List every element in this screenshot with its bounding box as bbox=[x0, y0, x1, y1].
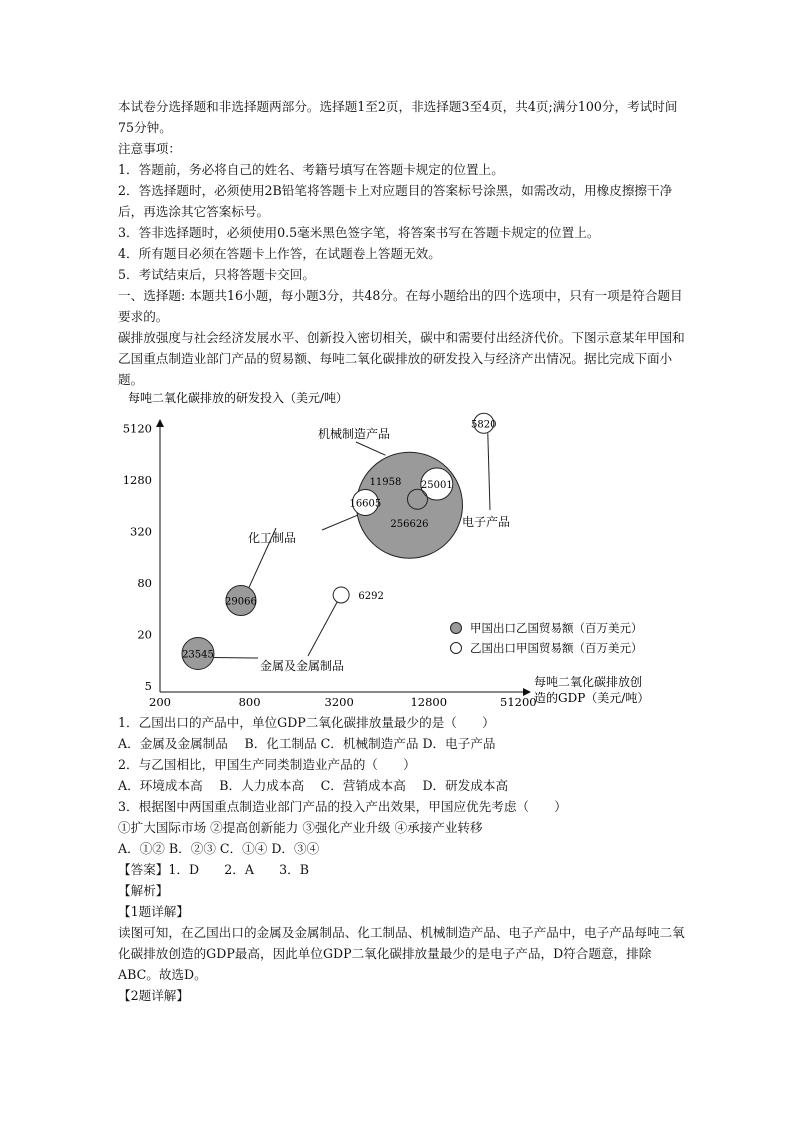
y-axis-label: 每吨二氧化碳排放的研发投入（美元/吨） bbox=[128, 391, 349, 405]
leader-line bbox=[356, 442, 385, 455]
bubble-value-label: 6292 bbox=[358, 590, 384, 602]
leader-line bbox=[308, 602, 337, 656]
y-tick-label: 1280 bbox=[122, 473, 152, 488]
x-tick-label: 200 bbox=[149, 695, 171, 709]
annotation-label: 金属及金属制品 bbox=[260, 659, 345, 673]
leader-lines bbox=[213, 433, 490, 658]
y-tick-label: 320 bbox=[130, 524, 152, 539]
x-tick-label: 3200 bbox=[324, 695, 354, 709]
bubble-value-label: 23545 bbox=[182, 649, 214, 661]
question-1-options: A．金属及金属制品 B．化工制品 C．机械制造产品 D．电子产品 bbox=[118, 736, 496, 751]
bubble-chart bbox=[118, 390, 688, 712]
annotation-label: 机械制造产品 bbox=[318, 427, 391, 441]
y-tick-label: 80 bbox=[137, 576, 152, 591]
x-tick-label: 12800 bbox=[410, 695, 448, 709]
note-item: 3．答非选择题时，必须使用0.5毫米黑色签字笔，将答案书写在答题卡规定的位置上。 bbox=[118, 225, 600, 240]
note-item: 2．答选择题时，必须使用2B铅笔将答题卡上对应题目的答案标号涂黑，如需改动，用橡皮擦擦干净后，再选涂其它答案标号。 bbox=[118, 183, 673, 219]
q1-explanation: 读图可知，在乙国出口的金属及金属制品、化工制品、机械制造产品、电子产品中，电子产品每吨二氧化碳排放创造的GDP最高，因此单位GDP二氧化碳排放量最少的是电子产品，D符合题意，排除ABC。故选D。 bbox=[118, 925, 685, 982]
bubble-value-label: 25001 bbox=[420, 480, 453, 492]
exam-page bbox=[118, 96, 688, 1006]
question-3-options: A．①② B．②③ C．①④ D．③④ bbox=[118, 841, 320, 856]
question-3-stem: 3．根据图中两国重点制造业部门产品的投入产出效果，甲国应优先考虑（ ） bbox=[118, 799, 567, 814]
question-3-sub: ①扩大国际市场 ②提高创新能力 ③强化产业升级 ④承接产业转移 bbox=[118, 820, 483, 835]
notes-title: 注意事项： bbox=[118, 141, 181, 156]
chart-svg bbox=[118, 390, 688, 712]
annotation-label: 电子产品 bbox=[462, 515, 511, 529]
material-text: 碳排放强度与社会经济发展水平、创新投入密切相关，碳中和需要付出经济代价。下图示意某年甲国和乙国重点制造业部门产品的贸易额、每吨二氧化碳排放的研发投入与经济产出情况。据比完成下面小题。 bbox=[118, 330, 685, 387]
x-axis-label: 每吨二氧化碳排放创 bbox=[534, 675, 643, 689]
question-1-stem: 1．乙国出口的产品中，单位GDP二氧化碳排放量最少的是（ ） bbox=[118, 715, 495, 730]
y-tick-label: 5120 bbox=[122, 421, 152, 436]
legend-marker bbox=[451, 623, 462, 634]
leader-line bbox=[322, 514, 359, 530]
bubble-value-label: 29066 bbox=[225, 596, 257, 608]
note-item: 1．答题前，务必将自己的姓名、考籍号填写在答题卡规定的位置上。 bbox=[118, 162, 504, 177]
y-tick-label: 20 bbox=[137, 627, 152, 642]
q2-heading: 【2题详解】 bbox=[118, 988, 189, 1003]
x-tick-label: 800 bbox=[238, 695, 261, 709]
bubble-value-label: 16605 bbox=[349, 498, 382, 510]
question-2-stem: 2．与乙国相比，甲国生产同类制造业产品的（ ） bbox=[118, 757, 416, 772]
x-tick-label: 51200 bbox=[500, 695, 537, 709]
y-tick-label: 5 bbox=[144, 679, 152, 693]
bubble-value-label: 11958 bbox=[369, 477, 402, 489]
bubble-value-label: 256626 bbox=[390, 519, 429, 531]
q1-heading: 【1题详解】 bbox=[118, 904, 189, 919]
bubble-value-label: 5820 bbox=[471, 419, 497, 431]
leader-line bbox=[213, 657, 258, 658]
intro-text: 本试卷分选择题和非选择题两部分。选择题1至2页，非选择题3至4页，共4页;满分100分，考试时间75分钟。 bbox=[118, 99, 678, 135]
legend-label: 甲国出口乙国贸易额（百万美元） bbox=[470, 621, 643, 635]
note-item: 5．考试结束后，只将答题卡交回。 bbox=[118, 267, 315, 282]
legend-marker bbox=[451, 643, 462, 654]
answer-line: 【答案】1．D 2．A 3．B bbox=[118, 862, 310, 877]
leader-line bbox=[488, 433, 490, 510]
section-heading: 一、选择题: 本题共16小题，每小题3分，共48分。在每小题给出的四个选项中，只有一项是符合题目要求的。 bbox=[118, 288, 683, 324]
x-axis-label: 造的GDP（美元/吨） bbox=[534, 691, 650, 705]
bubble bbox=[333, 587, 349, 603]
legend-label: 乙国出口甲国贸易额（百万美元） bbox=[470, 641, 643, 655]
note-item: 4．所有题目必须在答题卡上作答，在试题卷上答题无效。 bbox=[118, 246, 441, 261]
annotation-label: 化工制品 bbox=[248, 531, 297, 545]
analysis-heading: 【解析】 bbox=[118, 883, 169, 898]
question-2-options: A．环境成本高 B．人力成本高 C．营销成本高 D．研发成本高 bbox=[118, 778, 509, 793]
